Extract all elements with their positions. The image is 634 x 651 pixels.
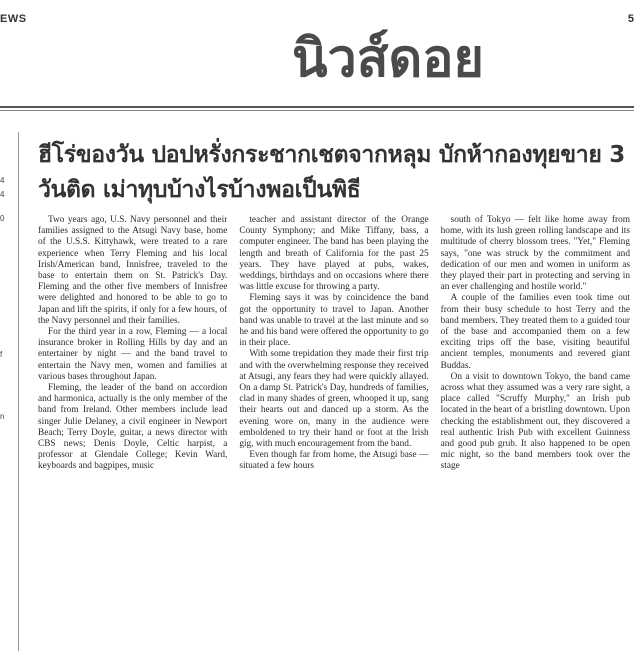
paragraph: For the third year in a row, Fleming — a local insurance broker in Rolling Hills by day and an entertainer by night — and the band travel to entertain the Navy men, women and families at various bases throughout Japan. bbox=[38, 327, 228, 382]
sidebar-divider bbox=[18, 132, 19, 651]
paragraph: Fleming says it was by coincidence the band got the opportunity to travel to Japan. Another band was unable to travel at the last minute and so he and his band were offered the opportunity to go in their place. bbox=[239, 293, 429, 349]
section-label: EWS bbox=[0, 13, 27, 25]
paragraph: On a visit to downtown Tokyo, the band came across what they assumed was a very rare sight, a place called "Scruffy Murphy," an Irish pub located in the heart of a bristling downtown. Upon checking the establishment out, they discovered a real authentic Irish Pub with excellent Guinness and good pub grub. It also happened to be open mic night, so the band members took over the stage bbox=[440, 371, 630, 472]
paragraph: Two years ago, U.S. Navy personnel and their families assigned to the Atsugi Navy base, home of the U.S.S. Kittyhawk, were treated to a rare experience when Terry Fleming and his local Irish/American band, Innisfree, traveled to the base to entertain them on St. Patrick's Day. Fleming and the other five members of Innisfree were delighted and honored to be able to go to Japan and lift the spirits, if only for a few hours, of the Navy personnel and their families. bbox=[38, 215, 228, 326]
page-number: 5 bbox=[627, 13, 634, 25]
paragraph: With some trepidation they made their first trip and with the overwhelming response they received at Atsugi, any fears they had were quickly allayed. On a damp St. Patrick's Day, hundreds of families, clad in many shades of green, whooped it up, sang their hearts out and danced up a storm. As the evening wore on, many in the audience were emboldened to try their hand or foot at the Irish gig, with much encouragement from the band. bbox=[239, 349, 429, 450]
paragraph: south of Tokyo — felt like home away from home, with its lush green rolling landscape and its multitude of cherry blossom trees. "Yet," Fleming says, "one was struck by the commitment and dedication of our men and women in uniform as they played their part in protecting and serving in an ever challenging and hostile world." bbox=[440, 215, 630, 293]
article-headline: ฮีโร่ของวัน ปอปหรั่งกระชากเชตจากหลุม บักห้ากองทุยขาย 3 วันติด เม่าทุบบ้างไรบ้างพอเป็นพิธี bbox=[38, 142, 625, 203]
sidebar-fragment: f bbox=[0, 350, 3, 359]
sidebar-fragment: 4 bbox=[0, 176, 5, 185]
article-column-2 bbox=[239, 215, 428, 651]
paragraph: Even though far from home, the Atsugi base — situated a few hours bbox=[239, 450, 429, 472]
paragraph: teacher and assistant director of the Orange County Symphony; and Mike Tiffany, bass, a computer engineer. The band has been playing the length and breath of California for the past 25 years. They have played at pubs, wakes, weddings, birthdays and on occasions where there was little excuse for throwing a party. bbox=[239, 215, 429, 293]
sidebar-fragment: 0 bbox=[0, 214, 5, 223]
sidebar-fragment: 4 bbox=[0, 190, 5, 199]
masthead-rule bbox=[0, 106, 634, 108]
masthead-title: นิวส์ดอย bbox=[292, 29, 484, 89]
paragraph: A couple of the families even took time out from their busy schedule to host Terry and the band members. They treated them to a guided tour of the base and accompanied them on a few exciting trips off the base, visiting beautiful ancient temples, monuments and revered giant Buddas. bbox=[440, 293, 630, 371]
article-column-1 bbox=[38, 215, 227, 651]
article-body bbox=[38, 215, 630, 651]
masthead-rule-thin bbox=[0, 110, 634, 111]
paragraph: Fleming, the leader of the band on accordion and harmonica, actually is the only member of the band from Ireland. Other members include lead singer Julie Delaney, a civil engineer in Newport Beach; Terry Doyle, guitar, a news director with CBS news; Denis Doyle, Celtic harpist, a professor at Glendale College; Kevin Ward, keyboards and bagpipes, music bbox=[38, 383, 228, 472]
article-column-3 bbox=[441, 215, 630, 651]
sidebar-fragment: n bbox=[0, 412, 5, 421]
